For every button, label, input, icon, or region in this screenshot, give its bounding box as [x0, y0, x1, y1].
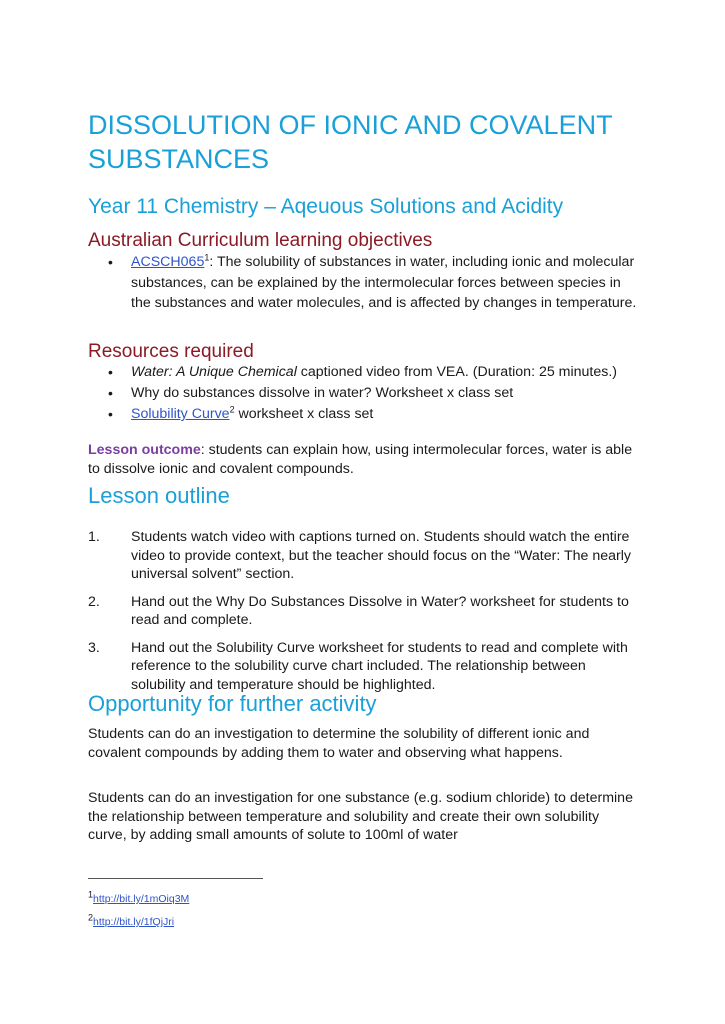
footnote-2-link[interactable]: http://bit.ly/1fQjJri	[93, 916, 175, 928]
video-title: Water: A Unique Chemical	[131, 364, 297, 380]
further-activity-heading: Opportunity for further activity	[88, 691, 377, 716]
footnote-ref: 2	[229, 404, 235, 415]
document-subtitle: Year 11 Chemistry – Aqeuous Solutions and Acidity	[88, 195, 564, 218]
list-item-text: Students watch video with captions turned on. Students should watch the entire video to provide context, but the teacher should focus on the “Water: The nearly universal solvent” section.	[131, 529, 632, 582]
list-number: 2.	[88, 593, 100, 610]
list-number: 1.	[88, 529, 100, 545]
further-activity-para-2: Students can do an investigation for one substance (e.g. sodium chloride) to determine the relationship between temperature and solubility and create their own solubility curve, by adding small amounts of solute to 100ml of water	[88, 790, 633, 843]
list-item	[88, 593, 643, 630]
lesson-outline-list	[88, 528, 643, 703]
list-item-text: Hand out the Solubility Curve worksheet for students to read and complete with reference to the solubility curve chart included. The relationship between solubility and temperature should be highlighted.	[131, 639, 628, 693]
footnote-ref: 1	[204, 252, 210, 263]
footnote-1	[88, 889, 190, 906]
list-item	[88, 362, 638, 383]
resource-text: Why do substances dissolve in water? Worksheet x class set	[131, 385, 514, 401]
curriculum-list	[88, 252, 638, 314]
bullet-icon: •	[108, 406, 113, 422]
footnote-divider	[88, 878, 263, 879]
list-item	[88, 639, 643, 695]
resources-list	[88, 362, 638, 425]
footnote-number: 1	[88, 889, 94, 900]
bullet-icon: •	[108, 385, 113, 401]
list-item	[88, 528, 643, 584]
list-item	[88, 383, 638, 404]
list-item	[88, 404, 638, 425]
footnote-1-link[interactable]: http://bit.ly/1mOiq3M	[93, 893, 190, 905]
resource-text: captioned video from VEA. (Duration: 25 minutes.)	[296, 364, 618, 380]
lesson-outcome-label: Lesson outcome	[88, 442, 201, 458]
acsch065-link[interactable]: ACSCH065	[131, 254, 205, 270]
list-number: 3.	[88, 639, 100, 656]
bullet-icon: •	[108, 254, 113, 270]
further-activity-para-1: Students can do an investigation to determine the solubility of different ionic and covalent compounds by adding them to water and observing what happens.	[88, 726, 590, 761]
footnote-2	[88, 912, 175, 929]
solubility-curve-link[interactable]: Solubility Curve	[131, 406, 230, 422]
lesson-outline-heading: Lesson outline	[88, 483, 230, 508]
resources-heading: Resources required	[88, 341, 254, 362]
resource-text: worksheet x class set	[234, 406, 374, 422]
footnote-number: 2	[88, 912, 94, 923]
lesson-outcome-text: : students can explain how, using intermolecular forces, water is able to dissolve ionic and covalent compounds.	[88, 442, 633, 477]
list-item-text: Hand out the Why Do Substances Dissolve in Water? worksheet for students to read and complete.	[131, 593, 629, 628]
document-title: DISSOLUTION OF IONIC AND COVALENT SUBSTANCES	[88, 110, 613, 174]
lesson-outcome	[88, 441, 638, 478]
curriculum-heading: Australian Curriculum learning objectives	[88, 230, 433, 251]
bullet-icon: •	[108, 364, 113, 380]
curriculum-text: : The solubility of substances in water, including ionic and molecular substances, can be explained by the intermolecular forces between species in the substances and water molecules, and is affected by changes in temperature.	[131, 254, 637, 311]
list-item	[88, 252, 638, 314]
